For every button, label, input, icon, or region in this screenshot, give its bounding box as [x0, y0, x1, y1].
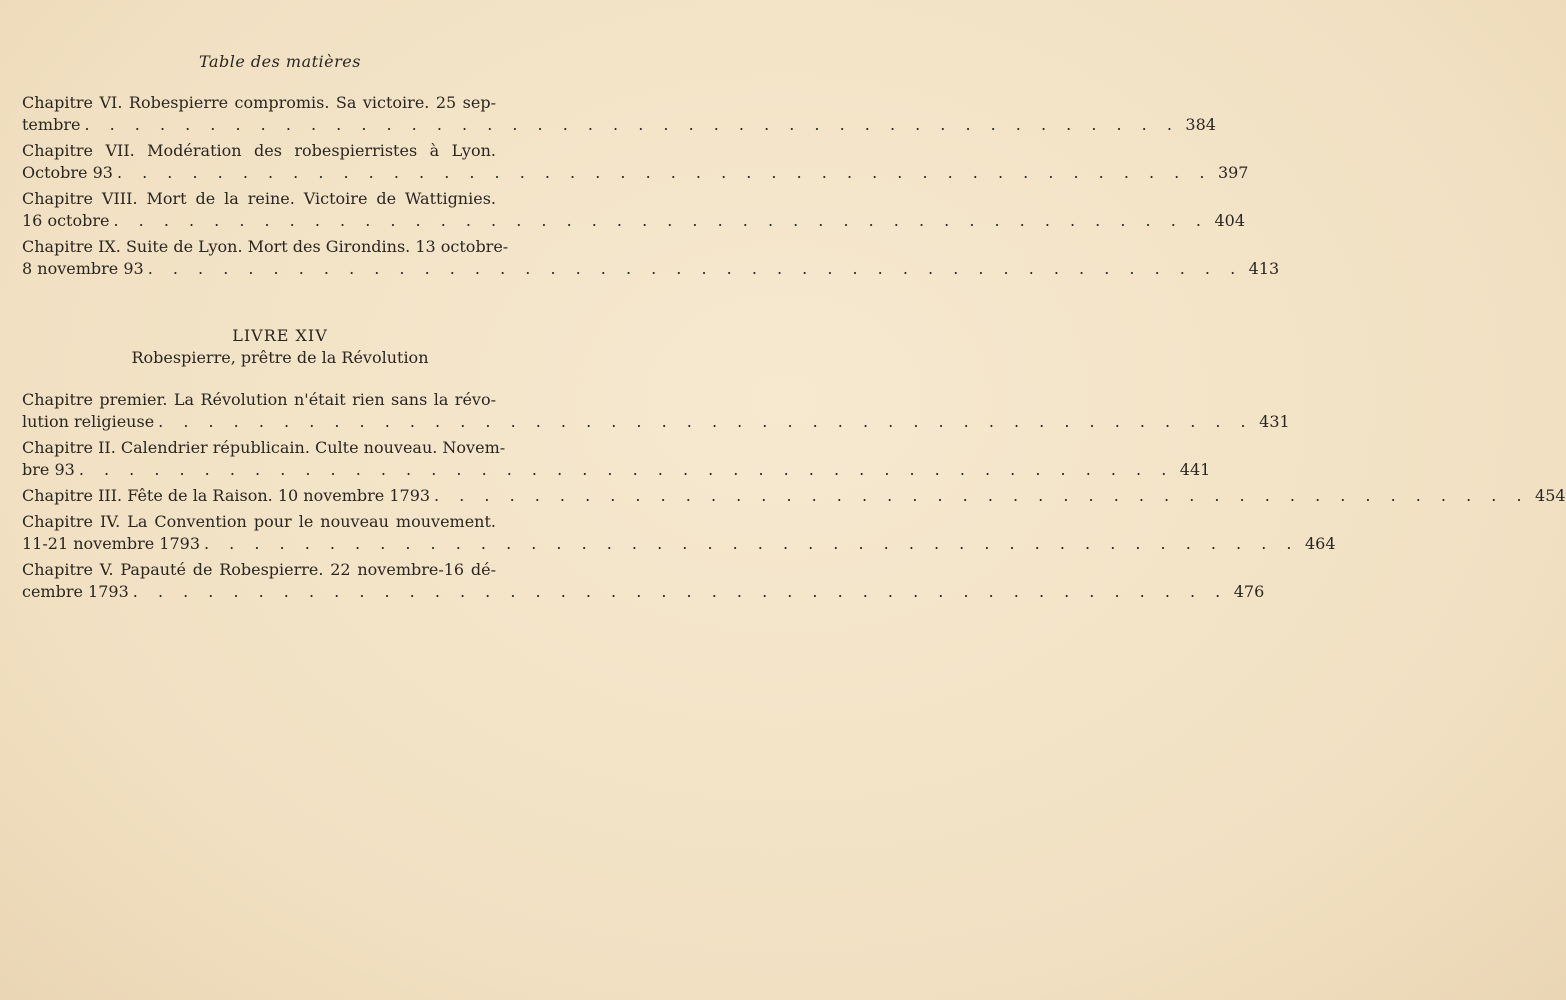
entry-title-end: bre 93 — [22, 460, 75, 479]
page-number: 464 — [1304, 534, 1336, 553]
dot-leader: . . . . . . . . . . . . . . . . . . . . . . . . . . . . . . . . . . . . . . . . . . . . — [434, 486, 1530, 505]
entry-continuation — [22, 210, 1245, 232]
running-title: Table des matières — [199, 52, 361, 71]
entry-continuation — [22, 533, 1336, 555]
livre-heading: LIVRE XIV — [232, 326, 328, 345]
dot-leader: . . . . . . . . . . . . . . . . . . . . . . . . . . . . . . . . . . . . . . . . . . . . — [158, 412, 1254, 431]
entry-title-end: tembre — [22, 115, 81, 134]
toc-entry — [22, 511, 1336, 555]
dot-leader: . . . . . . . . . . . . . . . . . . . . . . . . . . . . . . . . . . . . . . . . . . . . — [116, 163, 1212, 182]
toc-entry — [22, 236, 1280, 280]
entry-title-line: Chapitre IV. La Convention pour le nouveau mouvement. — [22, 512, 496, 531]
toc-section-a — [22, 92, 1280, 280]
entry-title-line: Chapitre premier. La Révolution n'était rien sans la révo- — [22, 390, 496, 409]
entry-title-line: Chapitre V. Papauté de Robespierre. 22 novembre-16 dé- — [22, 560, 496, 579]
livre-subtitle: Robespierre, prêtre de la Révolution — [131, 348, 429, 367]
toc-entry — [22, 389, 1290, 433]
entry-title-line: Chapitre VIII. Mort de la reine. Victoire de Wattignies. — [22, 189, 496, 208]
entry-title-line: Chapitre II. Calendrier républicain. Culte nouveau. Novem- — [22, 438, 506, 457]
page-number: 431 — [1259, 412, 1290, 431]
toc-entry — [22, 485, 1566, 507]
entry-title-line: Chapitre IX. Suite de Lyon. Mort des Girondins. 13 octobre- — [22, 237, 509, 256]
entry-continuation — [22, 114, 1216, 136]
entry-title-line: Chapitre VII. Modération des robespierristes à Lyon. — [22, 141, 496, 160]
entry-title-end: 16 octobre — [22, 211, 110, 230]
dot-leader: . . . . . . . . . . . . . . . . . . . . . . . . . . . . . . . . . . . . . . . . . . . . — [132, 582, 1228, 601]
page-number: 404 — [1214, 211, 1245, 230]
toc-entry — [22, 437, 1211, 481]
entry-title-end: Chapitre III. Fête de la Raison. 10 novembre 1793 — [22, 486, 431, 505]
page-number: 441 — [1179, 460, 1211, 479]
entry-continuation — [22, 411, 1290, 433]
toc-entry — [22, 92, 1216, 136]
entry-title-end: cembre 1793 — [22, 582, 129, 601]
dot-leader: . . . . . . . . . . . . . . . . . . . . . . . . . . . . . . . . . . . . . . . . . . . . — [78, 460, 1174, 479]
entry-title-line: Chapitre VI. Robespierre compromis. Sa victoire. 25 sep- — [22, 93, 496, 112]
entry-continuation — [22, 162, 1249, 184]
entry-title-end: 8 novembre 93 — [22, 259, 144, 278]
page-number: 384 — [1185, 115, 1216, 134]
dot-leader: . . . . . . . . . . . . . . . . . . . . . . . . . . . . . . . . . . . . . . . . . . . . — [147, 259, 1243, 278]
toc-section-b — [22, 389, 1566, 603]
entry-continuation — [22, 459, 1211, 481]
entry-title-end: Octobre 93 — [22, 163, 113, 182]
page-number: 476 — [1233, 582, 1265, 601]
toc-entry — [22, 188, 1245, 232]
toc-entry — [22, 559, 1265, 603]
page-number: 454 — [1535, 486, 1566, 505]
toc-entry — [22, 140, 1249, 184]
page-number: 413 — [1248, 259, 1280, 278]
entry-continuation — [22, 258, 1280, 280]
entry-title-end: lution religieuse — [22, 412, 155, 431]
entry-continuation — [22, 485, 1566, 507]
dot-leader: . . . . . . . . . . . . . . . . . . . . . . . . . . . . . . . . . . . . . . . . . . . . — [84, 115, 1180, 134]
entry-continuation — [22, 581, 1265, 603]
entry-title-end: 11-21 novembre 1793 — [22, 534, 200, 553]
page-number: 397 — [1217, 163, 1249, 182]
dot-leader: . . . . . . . . . . . . . . . . . . . . . . . . . . . . . . . . . . . . . . . . . . . . — [204, 534, 1299, 553]
dot-leader: . . . . . . . . . . . . . . . . . . . . . . . . . . . . . . . . . . . . . . . . . . . . — [113, 211, 1209, 230]
